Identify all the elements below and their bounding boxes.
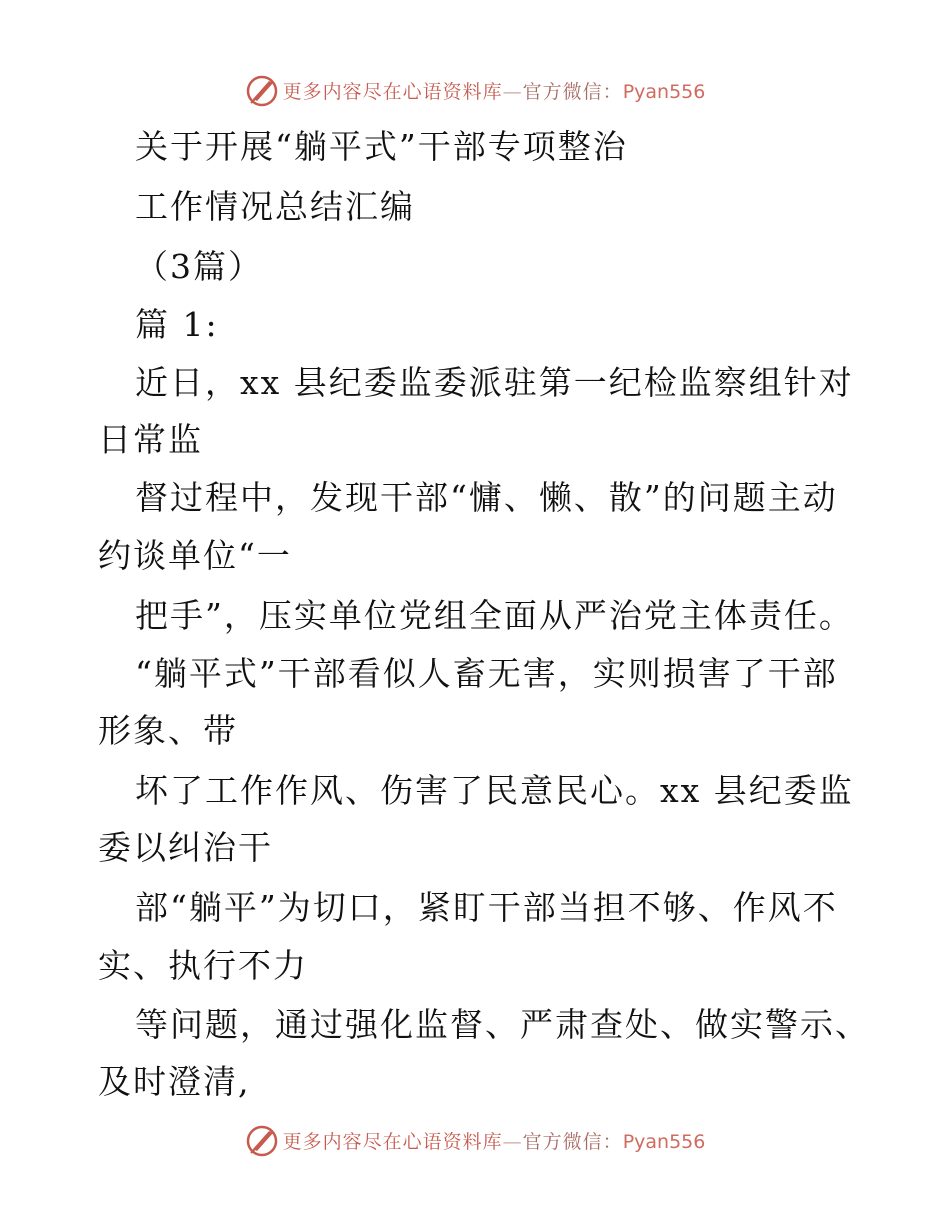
doc-count-line: （3篇） [135, 247, 263, 286]
banner-text: 更多内容尽在心语资料库—官方微信：Pyan556 [282, 1130, 706, 1153]
paragraph-line: 日常监 [98, 420, 203, 459]
paragraph-line: 实、执行不力 [98, 946, 308, 985]
paragraph-line: 等问题，通过强化监督、严肃查处、做实警示、 [135, 1005, 870, 1044]
paragraph-line: 督过程中，发现干部“慵、懒、散”的问题主动 [135, 478, 838, 517]
paragraph-line: 部“躺平”为切口，紧盯干部当担不够、作风不 [135, 888, 838, 927]
doc-title-line-1: 关于开展“躺平式”干部专项整治 [135, 127, 628, 166]
quill-pen-logo-icon [245, 73, 279, 107]
paragraph-line: 形象、带 [98, 711, 238, 750]
paragraph-line: 坏了工作作风、伤害了民意民心。xx 县纪委监 [135, 771, 854, 810]
paragraph-line: 把手”，压实单位党组全面从严治党主体责任。 [135, 596, 854, 635]
header-banner [0, 70, 950, 110]
paragraph-line: 及时澄清, [98, 1062, 251, 1101]
paragraph-line: 近日，xx 县纪委监委派驻第一纪检监察组针对 [135, 363, 854, 402]
paragraph-line: 委以纠治干 [98, 828, 273, 867]
footer-banner [0, 1120, 950, 1160]
banner-text: 更多内容尽在心语资料库—官方微信：Pyan556 [282, 80, 706, 103]
quill-pen-logo-icon [245, 1123, 279, 1157]
doc-title-line-2: 工作情况总结汇编 [135, 187, 415, 226]
section-heading: 篇 1: [135, 305, 219, 344]
paragraph-line: 约谈单位“一 [98, 536, 292, 575]
paragraph-line: “躺平式”干部看似人畜无害，实则损害了干部 [135, 654, 838, 693]
